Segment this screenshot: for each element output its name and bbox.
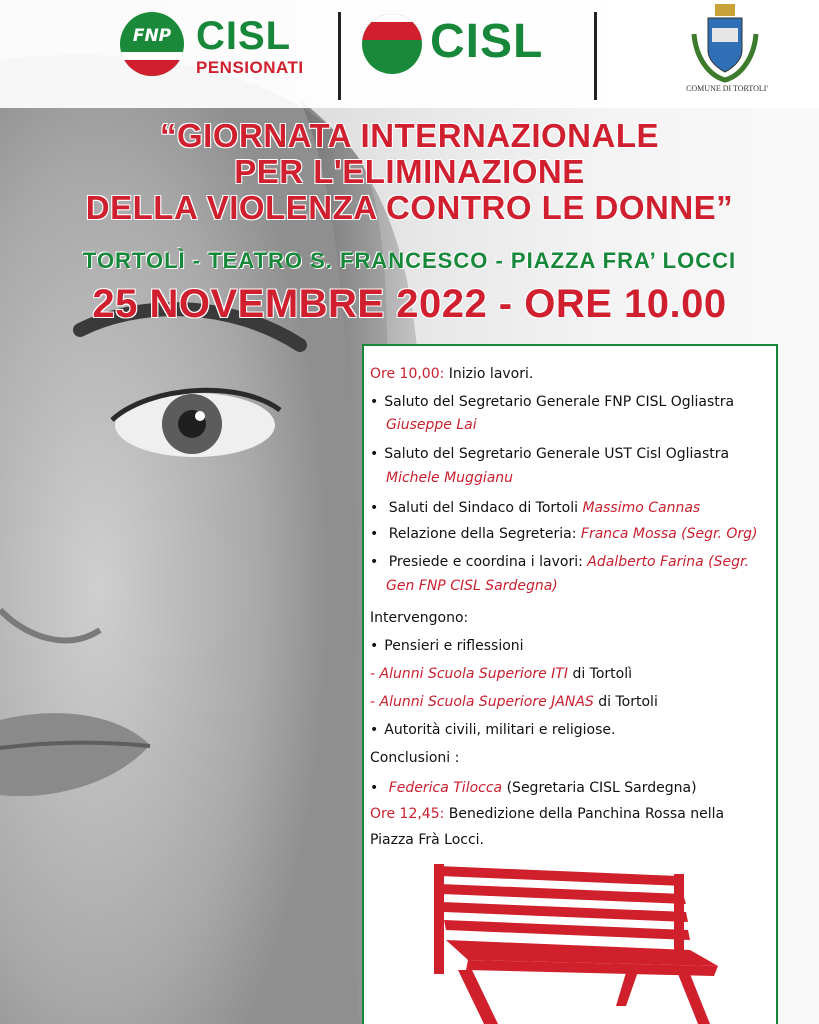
program-start: Ore 10,00: Inizio lavori. <box>370 366 534 382</box>
divider <box>338 12 341 100</box>
divider <box>594 12 597 100</box>
program-item: - Alunni Scuola Superiore JANAS di Tortoli <box>370 694 658 710</box>
fnp-logo-icon <box>120 12 184 76</box>
title-line-1: “GIORNATA INTERNAZIONALE <box>159 117 660 154</box>
event-date: 25 NOVEMBRE 2022 - ORE 10.00 <box>92 282 727 326</box>
pensionati-label: PENSIONATI <box>196 58 304 77</box>
program-end: Ore 12,45: Benedizione della Panchina Rossa nella <box>370 806 725 822</box>
program-name: Giuseppe Lai <box>386 417 477 433</box>
event-location: TORTOLÌ - TEATRO S. FRANCESCO - PIAZZA FRA’ LOCCI <box>82 248 737 273</box>
comune-crest-icon <box>690 4 760 84</box>
intervengono-label: Intervengono: <box>370 610 469 626</box>
program-item: - Alunni Scuola Superiore ITI di Tortolì <box>370 666 632 682</box>
program-item: • Autorità civili, militari e religiose. <box>370 722 615 738</box>
fnp-badge-text: FNP <box>132 26 172 46</box>
program-item: • Saluti del Sindaco di Tortoli Massimo Cannas <box>370 500 700 516</box>
program-item: • Saluto del Segretario Generale UST Cisl Ogliastra <box>370 446 729 462</box>
title-line-3: DELLA VIOLENZA CONTRO LE DONNE” <box>85 189 734 226</box>
program-item: • Saluto del Segretario Generale FNP CISL Ogliastra <box>370 394 734 410</box>
program-item: • Presiede e coordina i lavori: Adalberto Farina (Segr. <box>370 554 749 570</box>
program-item: • Federica Tilocca (Segretaria CISL Sardegna) <box>370 780 697 796</box>
red-bench-icon <box>428 856 718 1024</box>
cisl-logo-icon <box>362 14 422 74</box>
cisl-name: CISL <box>430 15 544 68</box>
program-name: Gen FNP CISL Sardegna) <box>386 578 558 594</box>
logo-header <box>0 0 819 108</box>
program-item: • Pensieri e riflessioni <box>370 638 524 654</box>
program-item: • Relazione della Segreteria: Franca Mossa (Segr. Org) <box>370 526 758 542</box>
comune-label: COMUNE DI TORTOLI' <box>686 84 768 93</box>
program-name: Michele Muggianu <box>386 470 514 486</box>
title-line-2: PER L'ELIMINAZIONE <box>234 153 585 190</box>
program-end-line-2: Piazza Frà Locci. <box>370 832 485 848</box>
cisl-pensionati-name: CISL <box>196 14 292 58</box>
conclusioni-label: Conclusioni : <box>370 750 460 766</box>
